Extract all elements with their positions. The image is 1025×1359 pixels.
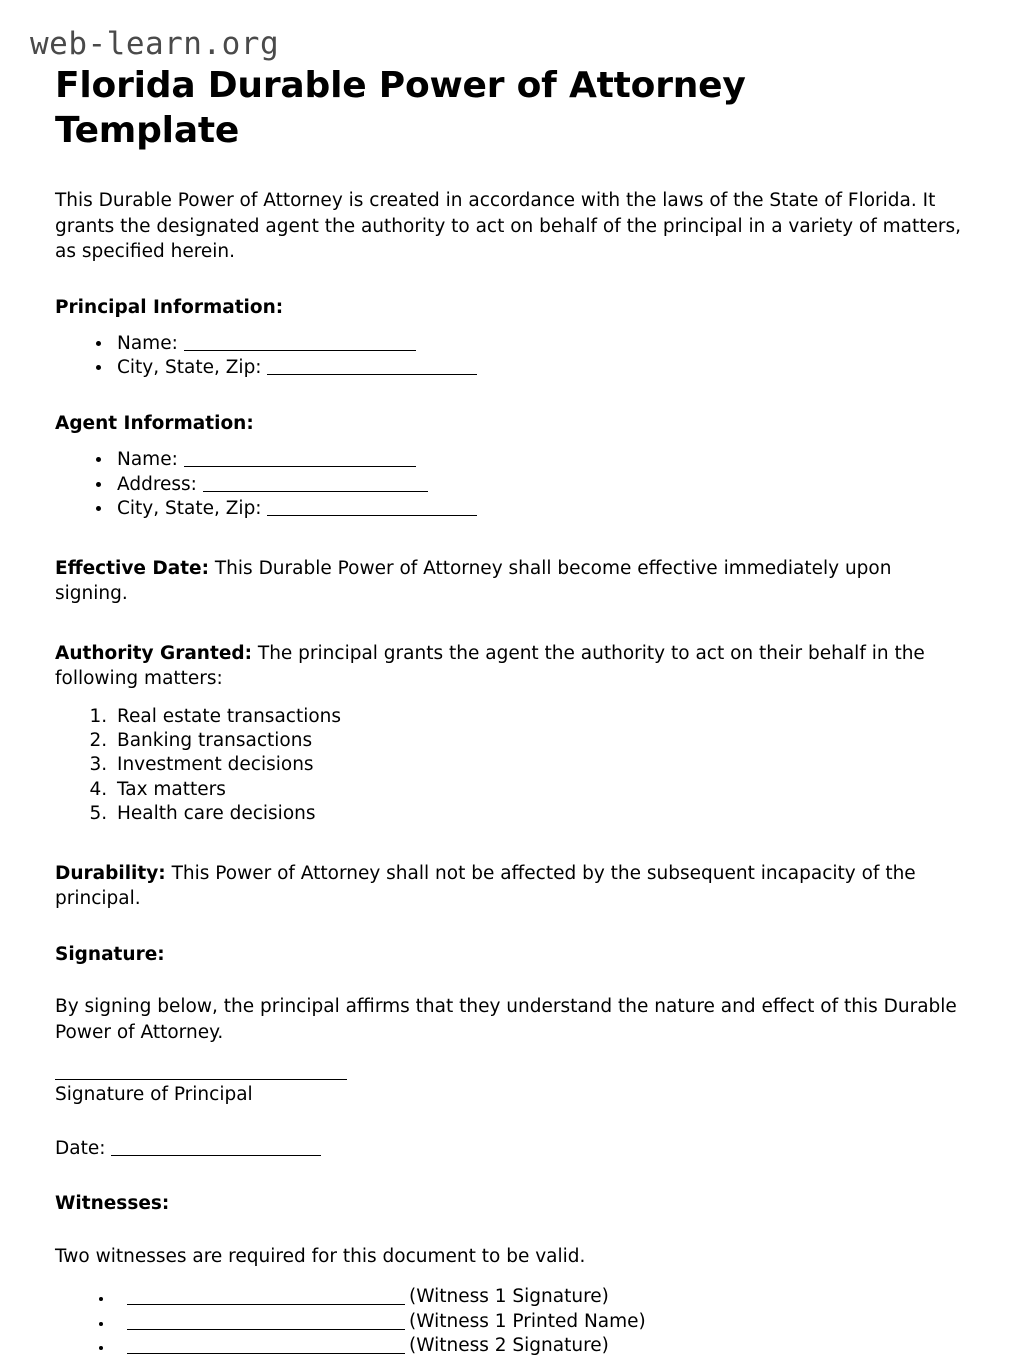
signature-affirmation: By signing below, the principal affirms that they understand the nature and effect of this Durable Power of Attorney. bbox=[55, 996, 957, 1043]
durability-text: This Power of Attorney shall not be affected by the subsequent incapacity of the principal. bbox=[55, 862, 916, 910]
signature-block bbox=[55, 1079, 967, 1108]
witness-caption: (Witness 1 Printed Name) bbox=[409, 1310, 646, 1332]
fill-in-blank[interactable] bbox=[184, 350, 416, 351]
witness-caption: (Witness 1 Signature) bbox=[409, 1286, 609, 1308]
document-content bbox=[30, 26, 967, 1359]
fill-in-blank[interactable] bbox=[267, 374, 477, 375]
signature-caption: Signature of Principal bbox=[55, 1084, 253, 1106]
effective-date-paragraph bbox=[55, 556, 967, 607]
field-label: City, State, Zip: bbox=[117, 357, 262, 379]
list-item: 5. Health care decisions bbox=[113, 802, 967, 826]
field-label: Name: bbox=[117, 449, 178, 471]
list-item: 3. Investment decisions bbox=[113, 753, 967, 777]
witness-fill-in-blank[interactable] bbox=[127, 1304, 405, 1305]
field-label: City, State, Zip: bbox=[117, 498, 262, 520]
list-item bbox=[113, 448, 967, 472]
date-field-row bbox=[55, 1136, 967, 1162]
list-item bbox=[113, 1334, 967, 1358]
witness-signature-list bbox=[55, 1285, 967, 1358]
agent-information-heading: Agent Information: bbox=[55, 412, 254, 434]
signature-heading: Signature: bbox=[55, 943, 165, 965]
fill-in-blank[interactable] bbox=[203, 491, 428, 492]
principal-information-heading: Principal Information: bbox=[55, 296, 284, 318]
date-label: Date: bbox=[55, 1137, 106, 1159]
field-label: Name: bbox=[117, 333, 178, 355]
list-item: 2. Banking transactions bbox=[113, 729, 967, 753]
list-item bbox=[113, 473, 967, 497]
effective-date-text: This Durable Power of Attorney shall become effective immediately upon signing. bbox=[55, 557, 892, 605]
site-brand: web-learn.org bbox=[30, 26, 280, 62]
witnesses-requirement: Two witnesses are required for this document to be valid. bbox=[55, 1245, 586, 1267]
list-item: 4. Tax matters bbox=[113, 778, 967, 802]
durability-lead: Durability: bbox=[55, 862, 166, 884]
list-item: 1. Real estate transactions bbox=[113, 705, 967, 729]
witness-caption: (Witness 2 Signature) bbox=[409, 1335, 609, 1357]
authority-granted-paragraph bbox=[55, 641, 967, 692]
witness-fill-in-blank[interactable] bbox=[127, 1353, 405, 1354]
list-item bbox=[113, 1285, 967, 1309]
list-item bbox=[113, 332, 967, 356]
authority-matters-list bbox=[55, 705, 967, 827]
fill-in-blank[interactable] bbox=[267, 515, 477, 516]
signature-line[interactable] bbox=[55, 1079, 347, 1080]
fill-in-blank[interactable] bbox=[184, 466, 416, 467]
field-label: Address: bbox=[117, 473, 197, 495]
principal-information-fields bbox=[55, 332, 967, 381]
intro-paragraph: This Durable Power of Attorney is created in accordance with the laws of the State of Florida. It grants the designated agent the authority to act on behalf of the principal in a variety of matters, as specified herein. bbox=[55, 189, 962, 263]
list-item bbox=[113, 356, 967, 380]
durability-paragraph bbox=[55, 861, 967, 912]
authority-granted-lead: Authority Granted: bbox=[55, 642, 253, 664]
list-item bbox=[113, 1310, 967, 1334]
page-title: Florida Durable Power of Attorney Template bbox=[55, 64, 746, 152]
witnesses-heading: Witnesses: bbox=[55, 1193, 170, 1215]
list-item bbox=[113, 497, 967, 521]
witness-fill-in-blank[interactable] bbox=[127, 1329, 405, 1330]
agent-information-fields bbox=[55, 448, 967, 521]
effective-date-lead: Effective Date: bbox=[55, 557, 209, 579]
authority-granted-text: The principal grants the agent the authority to act on their behalf in the following matters: bbox=[55, 642, 925, 690]
date-fill-in-blank[interactable] bbox=[111, 1155, 321, 1156]
